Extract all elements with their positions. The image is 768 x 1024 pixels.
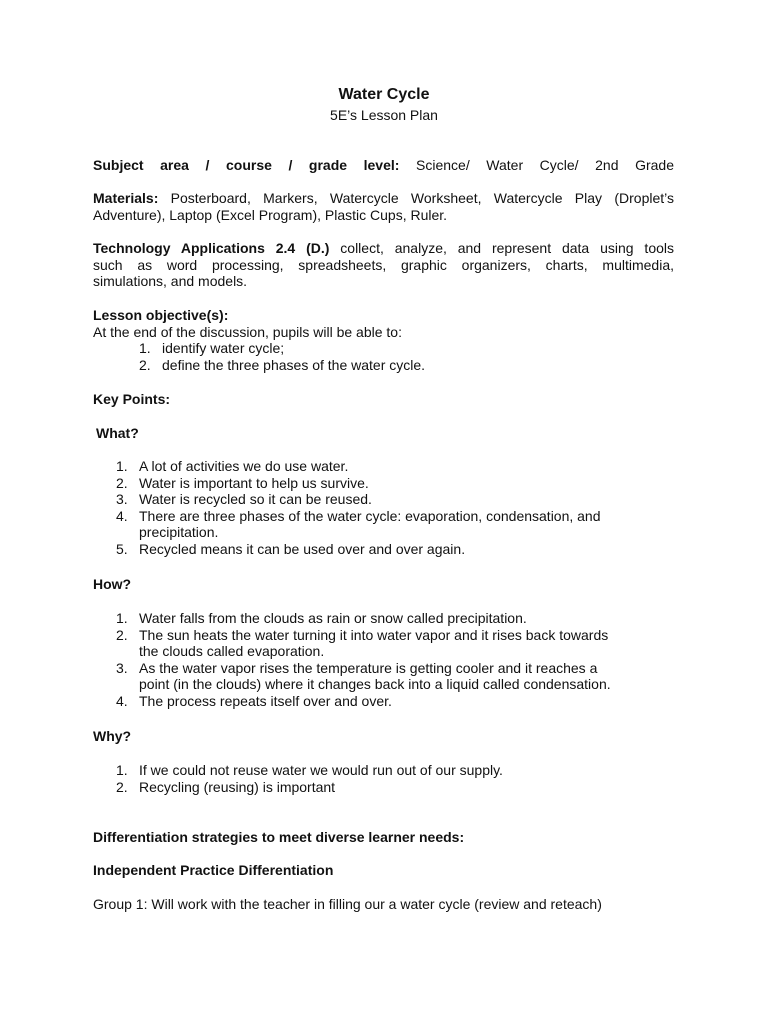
list-item-text: If we could not reuse water we would run out of our supply. [139, 762, 503, 778]
list-item-number: 2. [116, 778, 128, 795]
list-item-number: 2. [116, 626, 128, 643]
list-item-number: 2. [116, 474, 128, 491]
why-list [93, 762, 674, 795]
list-item-text-continued: point (in the clouds) where it changes back into a liquid called condensation. [139, 676, 611, 693]
technology-line-3: simulations, and models. [93, 273, 248, 290]
list-item-text: Recycling (reusing) is important [139, 778, 336, 795]
list-item-number: 5. [116, 540, 128, 557]
key-points-heading: Key Points: [93, 391, 171, 407]
list-item-text: There are three phases of the water cycle: evaporation, condensation, and [139, 507, 601, 524]
list-item-text: Water falls from the clouds as rain or snow called precipitation. [139, 610, 527, 626]
materials-label: Materials: [93, 190, 159, 206]
objectives-intro: At the end of the discussion, pupils will be able to: [93, 323, 402, 340]
list-item [93, 660, 674, 693]
differentiation-subheading: Independent Practice Differentiation [93, 862, 334, 878]
subject-value: Science/ Water Cycle/ 2nd Grade [416, 157, 674, 173]
list-item-number: 3. [116, 659, 128, 676]
subject-line [93, 157, 674, 174]
objectives-list [93, 340, 674, 373]
how-heading: How? [93, 576, 132, 592]
materials-line-1 [93, 190, 674, 207]
list-item [93, 491, 674, 508]
how-section [93, 610, 674, 710]
materials-text-1: Posterboard, Markers, Watercycle Worksheet, Watercycle Play (Droplet’s [170, 190, 674, 206]
list-item-text: Water is important to help us survive. [139, 474, 369, 491]
technology-line-2: such as word processing, spreadsheets, graphic organizers, charts, multimedia, [93, 256, 674, 273]
technology-section [93, 240, 674, 290]
list-item-number: 1. [116, 762, 128, 778]
why-section [93, 762, 674, 795]
why-heading: Why? [93, 728, 132, 744]
list-item [93, 610, 674, 627]
list-item-text: define the three phases of the water cycle. [162, 356, 426, 373]
list-item-text: As the water vapor rises the temperature is getting cooler and it reaches a [139, 659, 598, 676]
list-item-text: Recycled means it can be used over and over again. [139, 540, 466, 557]
list-item-number: 2. [139, 356, 151, 373]
list-item-number: 1. [116, 458, 128, 474]
list-item [93, 475, 674, 492]
list-item-text-continued: the clouds called evaporation. [139, 643, 325, 660]
technology-label: Technology Applications 2.4 (D.) [93, 240, 330, 256]
differentiation-heading: Differentiation strategies to meet diverse learner needs: [93, 829, 465, 845]
list-item-number: 3. [116, 491, 128, 508]
technology-line-1 [93, 240, 674, 257]
objectives-heading: Lesson objective(s): [93, 307, 229, 323]
list-item [93, 541, 674, 558]
document-title: Water Cycle [338, 86, 430, 103]
list-item [93, 779, 674, 796]
list-item [93, 458, 674, 475]
list-item-number: 1. [139, 340, 151, 357]
how-list [93, 610, 674, 710]
document-subtitle: 5E’s Lesson Plan [330, 107, 438, 123]
list-item [93, 508, 674, 541]
list-item-text: identify water cycle; [162, 340, 285, 357]
list-item [93, 357, 674, 374]
list-item [93, 340, 674, 357]
materials-section [93, 190, 674, 223]
technology-text-1: collect, analyze, and represent data using tools [340, 240, 674, 256]
list-item-number: 1. [116, 610, 128, 626]
list-item-number: 4. [116, 692, 128, 709]
subject-label: Subject area / course / grade level: [93, 157, 400, 173]
list-item [93, 693, 674, 710]
list-item-text: A lot of activities we do use water. [139, 458, 349, 474]
list-item-text: The sun heats the water turning it into water vapor and it rises back towards [139, 626, 609, 643]
what-list [93, 458, 674, 558]
materials-line-2: Adventure), Laptop (Excel Program), Plastic Cups, Ruler. [93, 206, 448, 223]
objectives-section [93, 307, 674, 373]
what-section [93, 458, 674, 558]
list-item [93, 762, 674, 779]
list-item-text: The process repeats itself over and over. [139, 692, 392, 709]
list-item-number: 4. [116, 507, 128, 524]
list-item-text: Water is recycled so it can be reused. [139, 491, 372, 508]
what-heading: What? [96, 425, 139, 441]
group-1-text: Group 1: Will work with the teacher in filling our a water cycle (review and reteach) [93, 896, 602, 912]
list-item-text-continued: precipitation. [139, 524, 219, 541]
list-item [93, 627, 674, 660]
